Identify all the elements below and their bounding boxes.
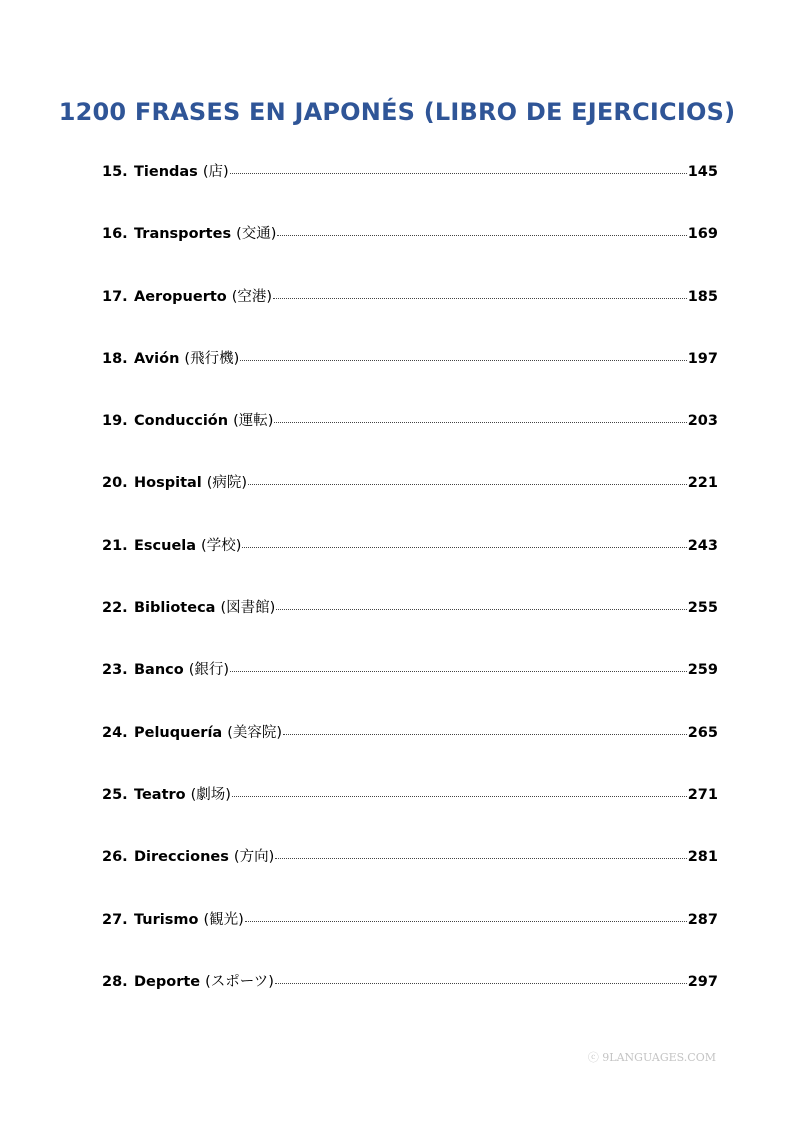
copyright-footer: ⓒ 9LANGUAGES.COM <box>587 1051 716 1064</box>
toc-dot-leader <box>230 173 687 174</box>
toc-entry-japanese: (店) <box>202 164 229 180</box>
toc-entry-japanese: (方向) <box>233 849 275 866</box>
toc-entry-japanese: (図書館) <box>220 600 276 617</box>
toc-entry-number: 24. <box>102 724 128 741</box>
toc-entry-title: Escuela <box>134 537 197 554</box>
toc-entry[interactable] <box>102 783 718 845</box>
toc-entry[interactable] <box>102 471 718 533</box>
toc-entry-number: 17. <box>102 288 128 305</box>
toc-entry[interactable] <box>102 596 718 658</box>
toc-entry-title: Conducción <box>134 413 229 430</box>
toc-entry-page-number: 287 <box>687 911 718 928</box>
toc-entry-japanese: (飛行機) <box>184 350 240 367</box>
toc-dot-leader <box>276 609 686 610</box>
toc-entry[interactable] <box>102 970 718 1032</box>
toc-entry-number: 27. <box>102 911 128 928</box>
toc-entry-title: Banco <box>134 662 184 679</box>
toc-dot-leader <box>242 547 686 548</box>
toc-entry-page-number: 271 <box>687 786 718 803</box>
toc-dot-leader <box>277 235 686 236</box>
table-of-contents <box>102 160 718 1032</box>
toc-entry[interactable] <box>102 534 718 596</box>
toc-entry-number: 16. <box>102 226 128 243</box>
toc-entry-title: Aeropuerto <box>134 288 227 305</box>
toc-entry-title: Biblioteca <box>134 600 216 617</box>
toc-entry-japanese: (運転) <box>233 413 274 430</box>
toc-entry-japanese: (学校) <box>201 537 242 554</box>
toc-entry-title: Deporte <box>134 973 201 990</box>
toc-entry-title: Turismo <box>134 911 199 928</box>
toc-entry-japanese: (観光) <box>203 911 244 928</box>
toc-entry-title: Direcciones <box>134 849 229 866</box>
toc-entry-japanese: (銀行) <box>188 662 230 679</box>
toc-entry-page-number: 255 <box>687 600 718 617</box>
toc-entry[interactable] <box>102 721 718 783</box>
toc-entry-japanese: (劇场) <box>190 786 231 803</box>
toc-entry-page-number: 243 <box>687 537 718 554</box>
toc-dot-leader <box>230 671 687 672</box>
toc-entry-page-number: 297 <box>687 973 718 990</box>
toc-dot-leader <box>248 484 687 485</box>
toc-entry-title: Tiendas <box>134 164 198 180</box>
toc-entry-japanese: (交通) <box>236 226 277 243</box>
toc-entry-page-number: 203 <box>687 413 718 430</box>
toc-entry-page-number: 265 <box>687 724 718 741</box>
toc-entry-japanese: (スポーツ) <box>205 973 274 990</box>
toc-dot-leader <box>283 734 687 735</box>
toc-entry[interactable] <box>102 908 718 970</box>
toc-entry[interactable] <box>102 222 718 284</box>
toc-entry-number: 19. <box>102 413 128 430</box>
toc-entry-japanese: (美容院) <box>227 724 283 741</box>
toc-entry-title: Hospital <box>134 475 202 492</box>
toc-entry-title: Teatro <box>134 786 186 803</box>
toc-entry-title: Avión <box>134 350 180 367</box>
toc-entry-page-number: 221 <box>687 475 718 492</box>
toc-entry-number: 23. <box>102 662 128 679</box>
toc-dot-leader <box>245 921 687 922</box>
toc-entry-page-number: 259 <box>687 662 718 679</box>
toc-entry-number: 26. <box>102 849 128 866</box>
toc-entry-number: 25. <box>102 786 128 803</box>
toc-entry-page-number: 185 <box>687 288 718 305</box>
toc-dot-leader <box>240 360 686 361</box>
toc-entry-number: 22. <box>102 600 128 617</box>
toc-entry-number: 28. <box>102 973 128 990</box>
toc-entry-page-number: 281 <box>687 849 718 866</box>
toc-entry-title: Transportes <box>134 226 232 243</box>
toc-dot-leader <box>273 298 687 299</box>
document-title: 1200 FRASES EN JAPONÉS (LIBRO DE EJERCICIOS) <box>58 98 736 127</box>
toc-entry[interactable] <box>102 160 718 222</box>
toc-entry-number: 18. <box>102 350 128 367</box>
toc-entry[interactable] <box>102 658 718 720</box>
toc-entry-page-number: 145 <box>687 164 718 180</box>
toc-dot-leader <box>275 858 686 859</box>
toc-entry-page-number: 169 <box>687 226 718 243</box>
toc-entry[interactable] <box>102 845 718 907</box>
toc-entry-page-number: 197 <box>687 350 718 367</box>
toc-dot-leader <box>232 796 687 797</box>
toc-entry[interactable] <box>102 409 718 471</box>
toc-entry-japanese: (病院) <box>206 475 248 492</box>
toc-entry-title: Peluquería <box>134 724 223 741</box>
toc-entry-number: 20. <box>102 475 128 492</box>
toc-dot-leader <box>275 983 687 984</box>
toc-dot-leader <box>274 422 686 423</box>
toc-entry-japanese: (空港) <box>231 288 273 305</box>
toc-entry[interactable] <box>102 347 718 409</box>
toc-entry-number: 21. <box>102 537 128 554</box>
toc-entry-number: 15. <box>102 164 128 180</box>
toc-entry[interactable] <box>102 285 718 347</box>
